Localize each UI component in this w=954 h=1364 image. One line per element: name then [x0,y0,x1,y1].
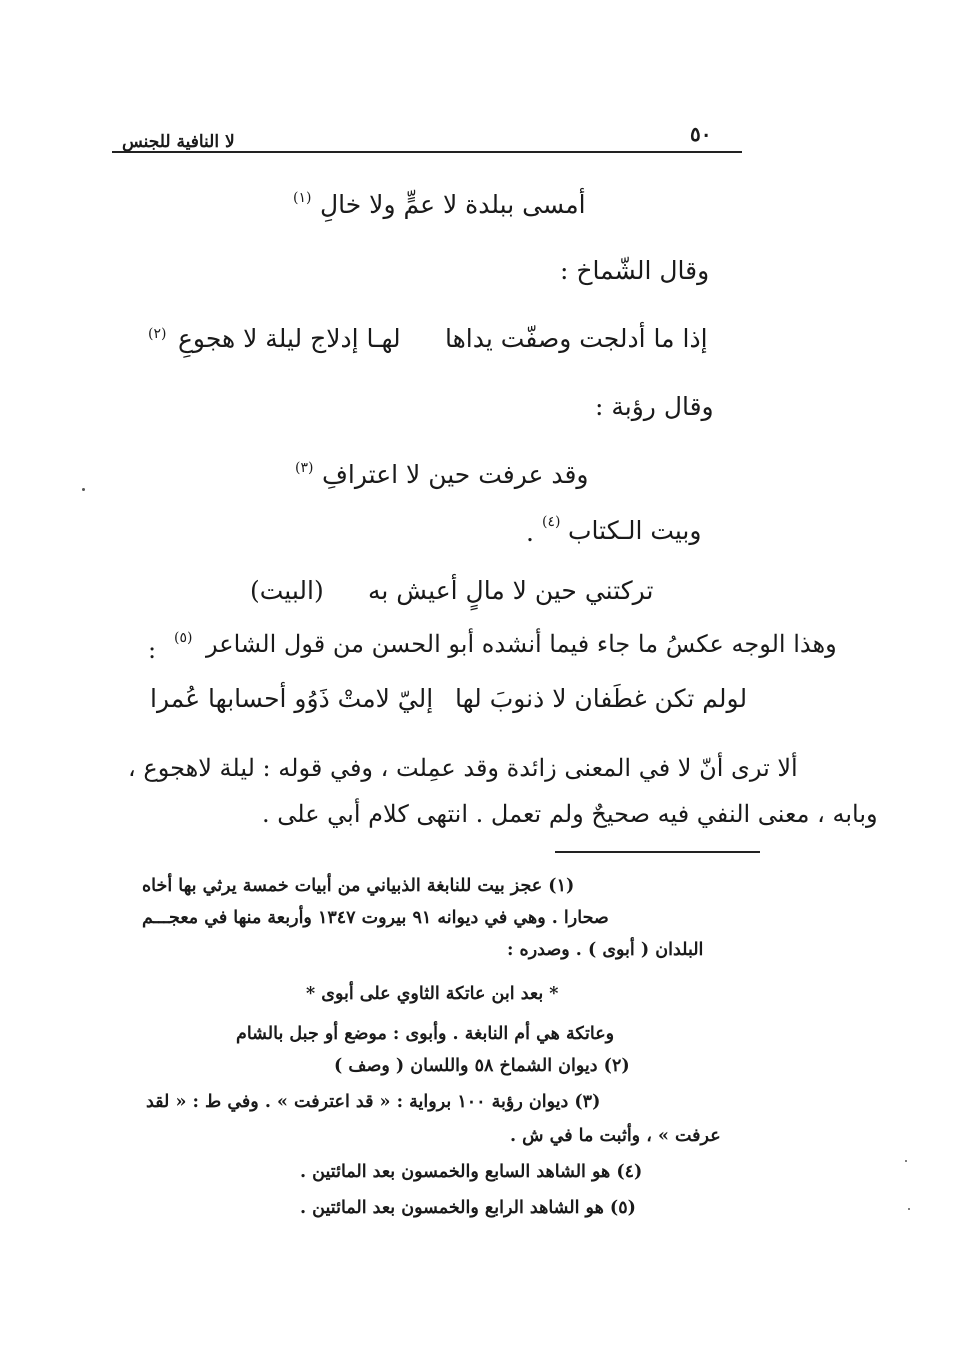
page-number: ٥٠ [690,122,712,146]
footnote-ref-2: (٢) [148,326,167,342]
verse-line-9-first-hemistich: لولم تكن غطَفان لا ذنوبَ لها [455,684,748,713]
scan-speck [905,1160,907,1162]
verse-line-7: تركتني حين لا مالٍ أعيش به [368,576,654,605]
verse-line-9-second-hemistich: إليّ لامتْ ذَوُو أحسابها عُمرا [150,684,434,713]
verse-line-3-second-hemistich: لهـا إدلاج ليلة لا هجوعِ [178,324,401,353]
footnote-2: (٢) ديوان الشماخ ٥٨ واللسان ( وصف ) [334,1056,630,1076]
footnote-4: (٤) هو الشاهد السابع والخمسون بعد المائتين . [300,1162,643,1182]
verse-line-1: أمسى ببلدة لا عمٍّ ولا خالِ [320,190,586,219]
footnote-3-line-1: (٣) ديوان رؤبة ١٠٠ برواية : « قد اعترفت » . وفي ط : « لقد [146,1092,601,1112]
footnote-ref-3: (٣) [295,460,314,476]
footnote-1-line-1: (١) عجز بيت للنابغة الذبياني من أبيات خمسة يرثي بها أخاه [142,876,575,896]
attribution-line-ruba: وقال رؤبة : [595,392,714,421]
verse-line-7-label: (البيت) [250,576,324,605]
scan-speck [82,488,85,491]
footnote-ref-1: (١) [293,190,312,206]
verse-line-3-first-hemistich: إذا ما أدلجت وصفّت يداها [445,324,708,353]
kitab-line: وبيت الـكتاب [568,516,702,545]
footnote-3-line-2: عرفت » ، وأثبت ما في ش . [510,1126,721,1146]
header-rule [112,151,742,153]
footnote-rule [555,851,760,853]
verse-line-5: وقد عرفت حين لا اعترافِ [322,460,589,489]
prose-line-10: ألا ترى أنّ لا في المعنى زائدة وقد عمِلت ، وفي قوله : ليلة لاهجوع ، [128,754,798,782]
footnote-ref-4: (٤) [542,514,561,530]
attribution-line-shammakh: وقال الشّماخ : [560,256,710,285]
prose-line-11: وبابه ، معنى النفي فيه صحيحٌ ولم تعمل . انتهى كلام أبي على . [262,800,878,828]
scan-speck [908,1208,910,1210]
footnote-1-line-5: وعاتكة هي أم النابغة . وأبوى : موضع أو جبل بالشام [236,1024,615,1044]
footnote-1-line-3: البلدان ( أبوى ) . وصدره : [507,940,704,960]
footnote-1-verse: * بعد ابن عاتكة الثاوي على أبوى * [306,984,559,1004]
prose-line-8-end: : [148,636,157,664]
footnote-ref-5: (٥) [174,630,193,646]
running-title: لا النافية للجنس [122,132,235,152]
kitab-line-end: . [526,518,534,547]
footnote-1-line-2: صحارا . وهي في ديوانه ٩١ بيروت ١٣٤٧ وأربعة منها في معجـــم [142,908,609,928]
prose-line-8: وهذا الوجه عكسُ ما جاء فيما أنشده أبو الحسن من قول الشاعر [206,630,837,658]
footnote-5: (٥) هو الشاهد الرابع والخمسون بعد المائتين . [300,1198,636,1218]
